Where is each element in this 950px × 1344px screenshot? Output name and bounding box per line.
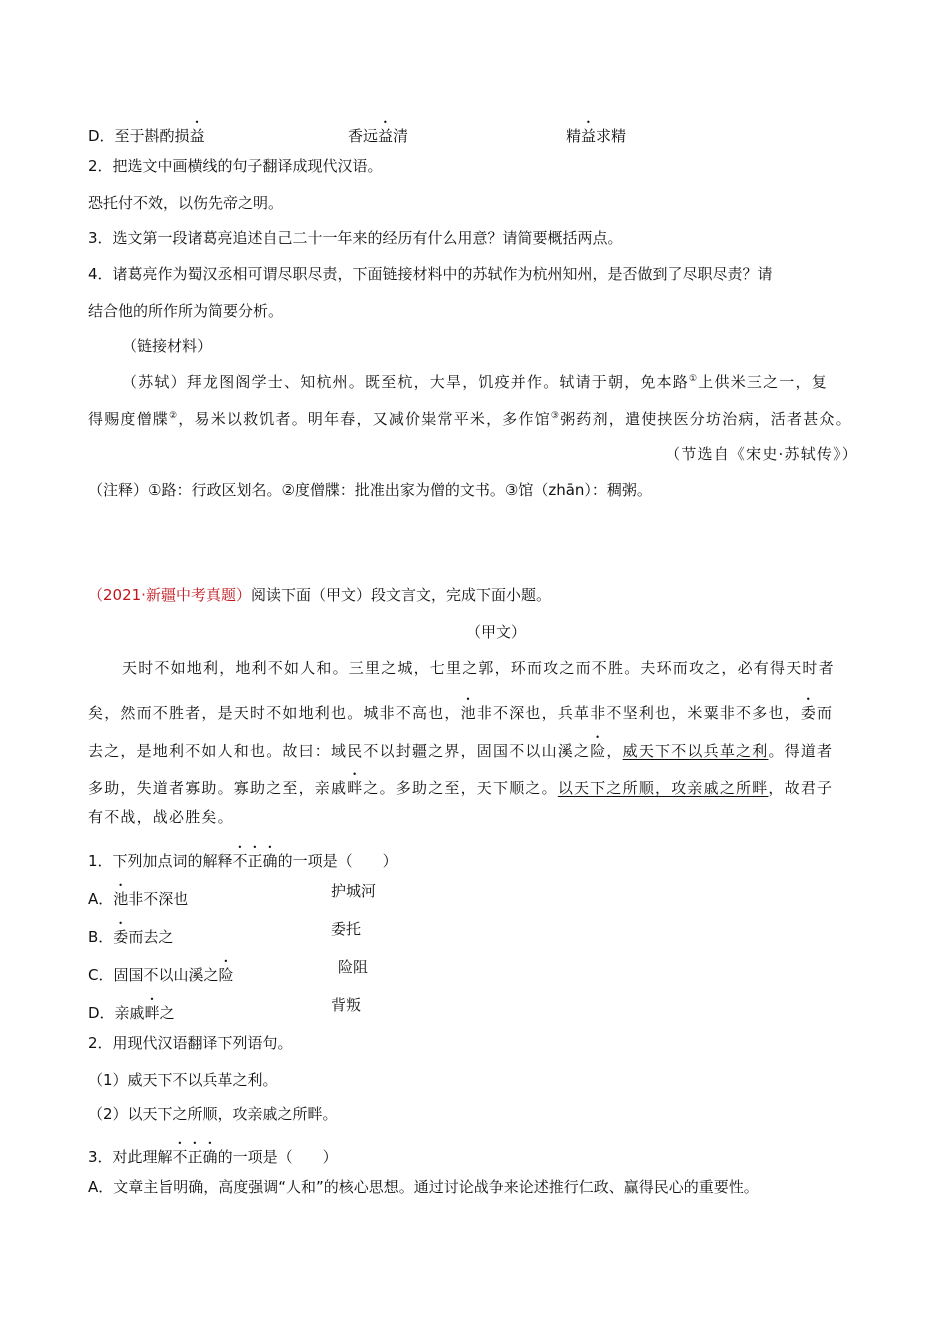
option-d: D．亲戚畔之 <box>88 1004 175 1022</box>
exam-source-tag: （2021·新疆中考真题） <box>88 586 251 604</box>
option-d-line: D．至于斟酌损益 <box>88 127 205 145</box>
section-heading: （2021·新疆中考真题）阅读下面（甲文）段文言文，完成下面小题。 <box>88 586 551 604</box>
option-a: A．池非不深也 <box>88 890 189 908</box>
question-2-translate: 2．用现代汉语翻译下列语句。 <box>88 1034 293 1052</box>
passage-line-4: 多助，失道者寡助。寡助之至，亲戚畔之。多助之至，天下顺之。以天下之所顺，攻亲戚之所畔，故君子 <box>88 779 834 797</box>
translate-item-2: （2）以天下之所顺，攻亲戚之所畔。 <box>88 1105 338 1123</box>
underlined-sentence-1: 威天下不以兵革之利 <box>622 742 769 760</box>
notes: （注释）①路：行政区划名。②度僧牒：批准出家为僧的文书。③馆（zhān）：稠粥。 <box>88 481 652 499</box>
question-3-understanding: 3．对此理解不正确的一项是（ ） <box>88 1148 338 1166</box>
question-4-line-2: 结合他的所作所为简要分析。 <box>88 302 284 320</box>
option-c: C．固国不以山溪之险 <box>88 966 234 984</box>
source-citation: （节选自《宋史·苏轼传》） <box>665 445 858 463</box>
passage-line-5: 有不战，战必胜矣。 <box>88 808 234 826</box>
option-c-answer: 险阻 <box>338 958 369 976</box>
passage-line-2: 矣，然而不胜者，是天时不如地利也。城非不高也，池非不深也，兵革非不坚利也，米粟非不多也，委而 <box>88 704 834 722</box>
question-3-option-a: A．文章主旨明确，高度强调“人和”的核心思想。通过讨论战争来论述推行仁政、赢得民心的重要性。 <box>88 1178 759 1196</box>
option-b-answer: 委托 <box>331 920 362 938</box>
link-material-line-1: （苏轼）拜龙图阁学士、知杭州。既至杭，大旱，饥疫并作。轼请于朝，免本路①上供米三之一，复 <box>122 373 828 391</box>
link-material-line-2: 得赐度僧牒②，易米以救饥者。明年春，又减价粜常平米，多作馆③粥药剂，遣使挟医分坊治病，活者甚众。 <box>88 410 852 428</box>
link-material-title: （链接材料） <box>122 337 213 355</box>
question-4-line-1: 4．诸葛亮作为蜀汉丞相可谓尽职尽责，下面链接材料中的苏轼作为杭州知州，是否做到了尽职尽责？请 <box>88 265 773 283</box>
passage-line-3: 去之，是地利不如人和也。故曰：域民不以封疆之界，固国不以山溪之险，威天下不以兵革之利。得道者 <box>88 742 834 760</box>
passage-line-1: 天时不如地利，地利不如人和。三里之城，七里之郭，环而攻之而不胜。夫环而攻之，必有得天时者 <box>122 659 835 677</box>
translate-item-1: （1）威天下不以兵革之利。 <box>88 1071 278 1089</box>
question-1: 1．下列加点词的解释不正确的一项是（ ） <box>88 852 398 870</box>
passage-subtitle: （甲文） <box>466 623 527 641</box>
option-d-choice-3: 精益求精 <box>566 127 627 145</box>
option-d-answer: 背叛 <box>331 996 362 1014</box>
question-3: 3．选文第一段诸葛亮追述自己二十一年来的经历有什么用意？请简要概括两点。 <box>88 229 623 247</box>
option-d-choice-2: 香远益清 <box>348 127 409 145</box>
question-2: 2．把选文中画横线的句子翻译成现代汉语。 <box>88 157 383 175</box>
underlined-sentence-2: 以天下之所顺，攻亲戚之所畔 <box>557 779 769 797</box>
option-b: B．委而去之 <box>88 928 174 946</box>
question-2-sentence: 恐托付不效，以伤先帝之明。 <box>88 194 284 212</box>
option-a-answer: 护城河 <box>331 882 377 900</box>
